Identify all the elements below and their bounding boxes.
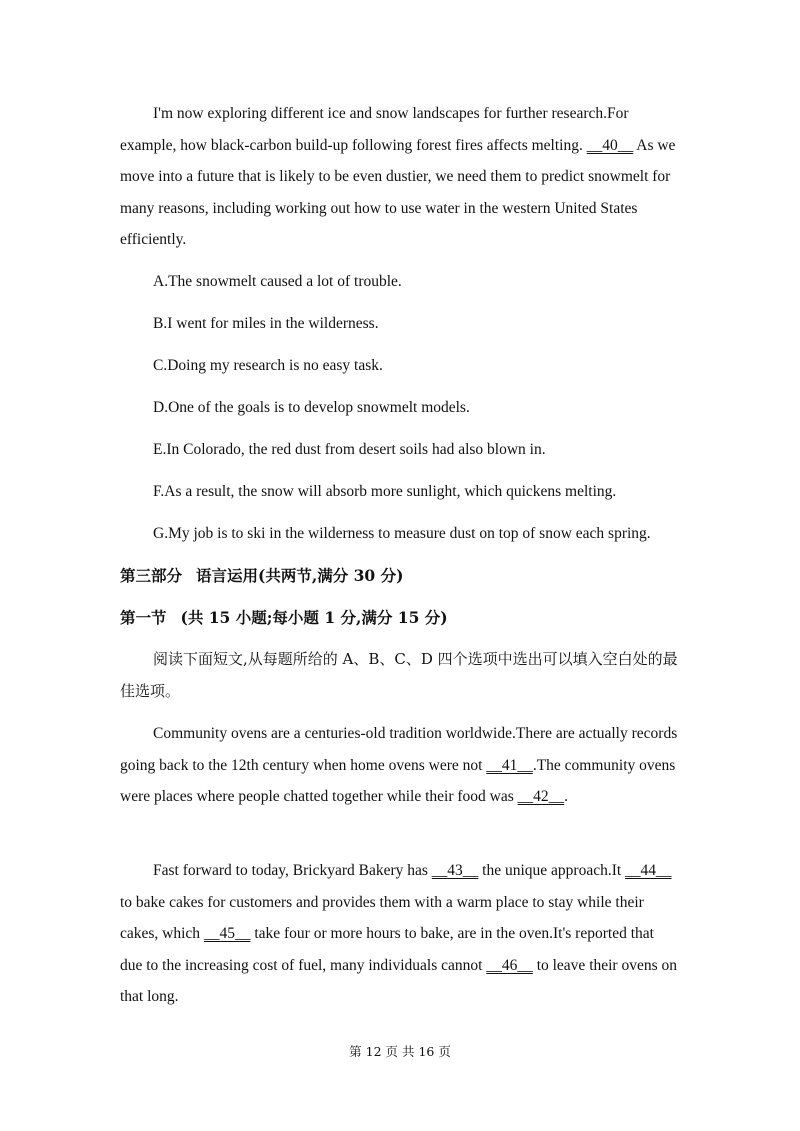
option-c: C.Doing my research is no easy task.	[153, 357, 383, 374]
text-segment: Community ovens are a centuries-old tradition worldwide.There are actually records going back to the 12th century when home ovens were not	[120, 725, 678, 774]
text-segment: to bake cakes for customers and provides them with a warm place to stay while their cakes, which	[120, 893, 644, 942]
passage-paragraph	[120, 718, 680, 813]
text-segment: to leave their ovens on that long.	[120, 956, 678, 1005]
blank-46: __46__	[486, 956, 533, 974]
option-g: G.My job is to ski in the wilderness to measure dust on top of snow each spring.	[153, 525, 651, 542]
blank-43: __43__	[431, 862, 479, 879]
part-number: 第三部分	[120, 566, 183, 585]
option-f: F.As a result, the snow will absorb more sunlight, which quickens melting.	[153, 483, 617, 500]
option-e: E.In Colorado, the red dust from desert soils had also blown in.	[153, 441, 546, 458]
blank-45: __45__	[203, 925, 251, 942]
instruction-text: 阅读下面短文,从每题所给的 A、B、C、D 四个选项中选出可以填入空白处的最佳选项。	[120, 650, 678, 700]
blank-41: __41__	[486, 756, 533, 774]
section-heading	[120, 608, 680, 628]
text-segment: As we move into a future that is likely to be even dustier, we need them to predict snowmelt for many reasons, including working out how to use water in the western United States efficiently.	[120, 136, 676, 248]
text-segment: the unique approach.It	[478, 862, 626, 879]
part-title: 语言运用(共两节,满分 30 分)	[196, 566, 404, 585]
text-segment: I'm now exploring different ice and snow landscapes for further research.For example, how black-carbon build-up following forest fires affects melting.	[120, 105, 629, 154]
option-d: D.One of the goals is to develop snowmelt models.	[153, 399, 470, 416]
blank-42: __42__	[517, 788, 565, 805]
option-a: A.The snowmelt caused a lot of trouble.	[153, 273, 402, 290]
part-heading	[120, 566, 680, 586]
text-segment: .	[564, 788, 569, 805]
page-number-footer: 第 12 页 共 16 页	[349, 1044, 451, 1059]
text-segment: take four or more hours to bake, are in the oven.It's reported that due to the increasing cost of fuel, many individuals cannot	[120, 925, 654, 974]
blank-44: __44__	[625, 862, 672, 879]
blank-40: __40__	[586, 136, 634, 154]
section-title: (共 15 小题;每小题 1 分,满分 15 分)	[180, 608, 448, 627]
text-segment: Fast forward to today, Brickyard Bakery has	[153, 862, 432, 879]
section-number: 第一节	[120, 608, 167, 627]
passage-paragraph	[120, 98, 680, 256]
option-b: B.I went for miles in the wilderness.	[153, 315, 379, 332]
text-segment: .The community ovens were places where people chatted together while their food was	[120, 756, 676, 805]
passage-paragraph	[120, 855, 680, 1013]
